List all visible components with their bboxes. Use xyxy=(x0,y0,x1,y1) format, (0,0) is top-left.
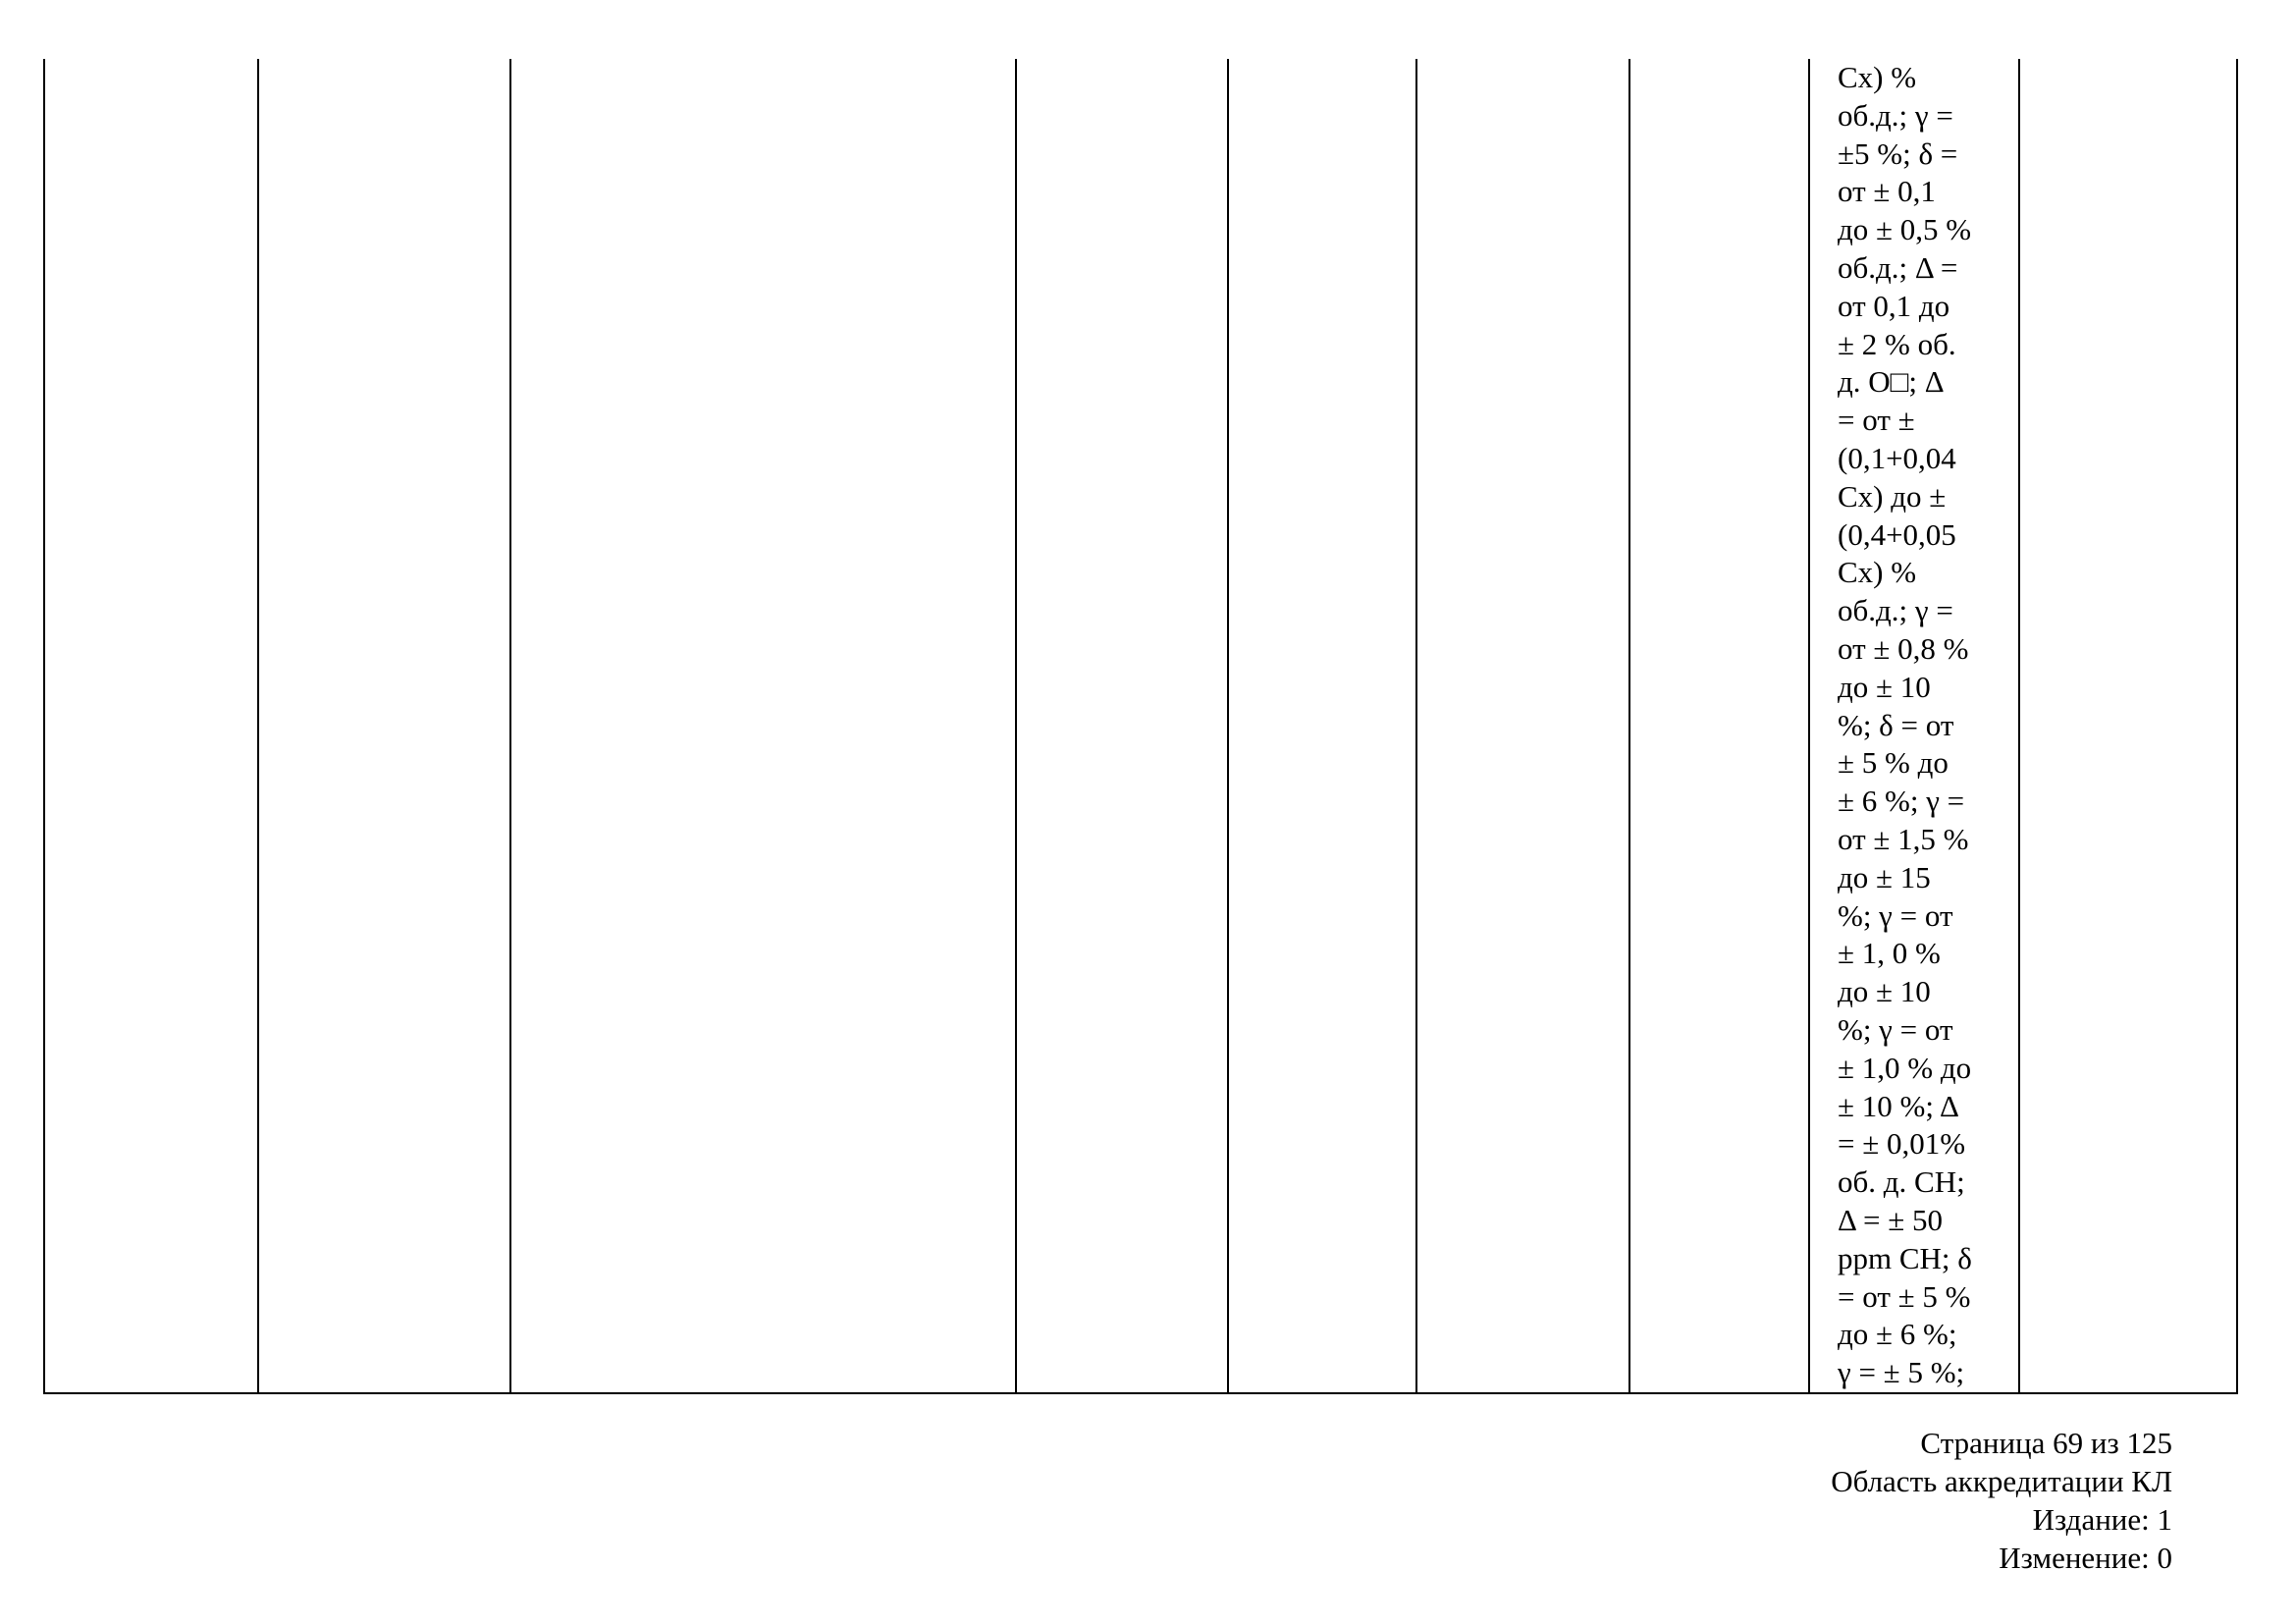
cell-line: (0,1+0,04 xyxy=(1838,440,1956,475)
cell-line: до ± 0,5 % xyxy=(1838,212,1972,247)
column-border-2 xyxy=(257,59,259,1392)
column-border-6 xyxy=(1415,59,1417,1392)
cell-line: от ± 1,5 % xyxy=(1838,821,1969,856)
cell-line: ± 1,0 % до xyxy=(1838,1050,1972,1085)
cell-line: ± 10 %; Δ xyxy=(1838,1088,1959,1123)
cell-line: об.д.; Δ = xyxy=(1838,249,1958,285)
cell-line: (0,4+0,05 xyxy=(1838,516,1956,552)
cell-line: = от ± xyxy=(1838,403,1915,438)
column-border-8 xyxy=(1808,59,1810,1392)
cell-line: до ± 6 %; xyxy=(1838,1317,1957,1352)
cell-line: ± 6 %; γ = xyxy=(1838,784,1965,819)
column-border-1 xyxy=(43,59,45,1392)
edition-number: Издание: 1 xyxy=(2032,1502,2172,1537)
cell-line: ± 5 % до xyxy=(1838,745,1949,781)
accreditation-scope: Область аккредитации КЛ xyxy=(1831,1464,2172,1498)
cell-line: Cx) до ± xyxy=(1838,478,1947,514)
cell-line: от 0,1 до xyxy=(1838,288,1950,323)
cell-line: ± 2 % об. xyxy=(1838,326,1956,361)
cell-line: %; γ = от xyxy=(1838,897,1953,933)
cell-line: %; γ = от xyxy=(1838,1011,1953,1047)
cell-line: = от ± 5 % xyxy=(1838,1278,1971,1314)
column-border-10 xyxy=(2236,59,2238,1392)
cell-line: об.д.; γ = xyxy=(1838,593,1953,628)
cell-line: γ = ± 5 %; xyxy=(1838,1355,1965,1390)
revision-number: Изменение: 0 xyxy=(1999,1541,2172,1575)
cell-line: от ± 0,8 % xyxy=(1838,630,1969,666)
cell-line: Cx) % xyxy=(1838,60,1917,94)
cell-line: ppm CH; δ xyxy=(1838,1240,1972,1275)
cell-line: об. д. CH; xyxy=(1838,1164,1965,1200)
accuracy-characteristics-cell xyxy=(1838,59,2004,1392)
column-border-4 xyxy=(1015,59,1017,1392)
cell-line: д. O□; Δ xyxy=(1838,364,1945,400)
column-border-9 xyxy=(2018,59,2020,1392)
cell-line: Δ = ± 50 xyxy=(1838,1202,1943,1237)
cell-line: до ± 10 xyxy=(1838,974,1931,1009)
cell-line: до ± 15 xyxy=(1838,859,1931,894)
column-border-3 xyxy=(509,59,511,1392)
page-footer xyxy=(1831,1424,2172,1577)
cell-line: до ± 10 xyxy=(1838,669,1931,704)
column-border-7 xyxy=(1629,59,1630,1392)
cell-line: %; δ = от xyxy=(1838,707,1954,742)
cell-line: об.д.; γ = xyxy=(1838,97,1953,133)
cell-line: от ± 0,1 xyxy=(1838,174,1936,209)
cell-line: ±5 %; δ = xyxy=(1838,135,1958,171)
cell-line: ± 1, 0 % xyxy=(1838,936,1941,971)
cell-line: = ± 0,01% xyxy=(1838,1126,1966,1162)
page-number: Страница 69 из 125 xyxy=(1920,1426,2172,1460)
column-border-5 xyxy=(1227,59,1229,1392)
table-fragment xyxy=(43,59,2238,1394)
cell-line: Cx) % xyxy=(1838,555,1917,590)
